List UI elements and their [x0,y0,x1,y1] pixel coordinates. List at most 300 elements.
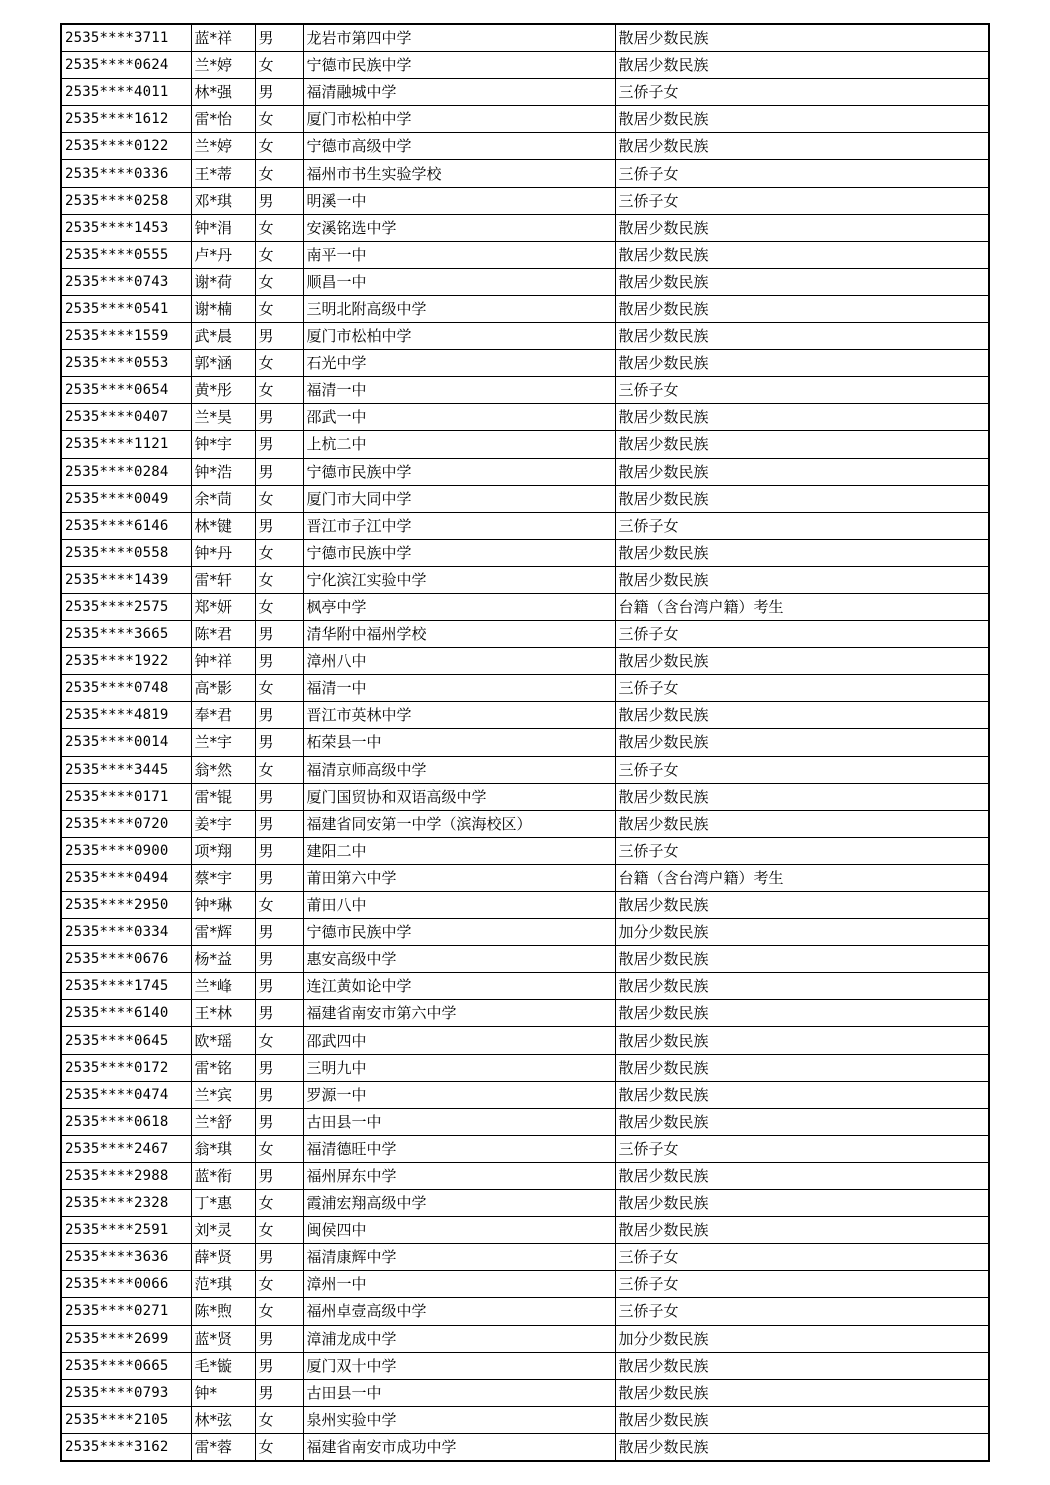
category-cell: 三侨子女 [615,187,989,214]
gender-cell: 女 [255,1271,303,1298]
candidate-id-cell: 2535****3636 [61,1244,191,1271]
student-name-cell: 兰*峰 [191,973,255,1000]
student-name-cell: 郑*妍 [191,593,255,620]
gender-cell: 女 [255,539,303,566]
school-cell: 南平一中 [303,241,615,268]
student-name-cell: 蓝*贤 [191,1325,255,1352]
category-cell: 散居少数民族 [615,1190,989,1217]
school-cell: 顺昌一中 [303,268,615,295]
table-row [61,1244,989,1271]
table-row [61,837,989,864]
student-name-cell: 兰*婷 [191,52,255,79]
table-row [61,864,989,891]
school-cell: 邵武四中 [303,1027,615,1054]
student-name-cell: 翁*然 [191,756,255,783]
gender-cell: 男 [255,458,303,485]
gender-cell: 女 [255,1027,303,1054]
category-cell: 散居少数民族 [615,729,989,756]
category-cell: 散居少数民族 [615,323,989,350]
candidate-id-cell: 2535****1121 [61,431,191,458]
student-name-cell: 钟*浩 [191,458,255,485]
student-name-cell: 陈*煦 [191,1298,255,1325]
school-cell: 福清融城中学 [303,79,615,106]
category-cell: 散居少数民族 [615,485,989,512]
school-cell: 福州市书生实验学校 [303,160,615,187]
candidate-id-cell: 2535****0284 [61,458,191,485]
student-name-cell: 姜*宇 [191,810,255,837]
school-cell: 厦门国贸协和双语高级中学 [303,783,615,810]
candidate-id-cell: 2535****3665 [61,621,191,648]
student-name-cell: 欧*瑶 [191,1027,255,1054]
gender-cell: 女 [255,106,303,133]
table-row [61,783,989,810]
gender-cell: 女 [255,1190,303,1217]
category-cell: 散居少数民族 [615,214,989,241]
table-row [61,675,989,702]
candidate-id-cell: 2535****0676 [61,946,191,973]
student-name-cell: 雷*蓉 [191,1433,255,1461]
table-row [61,1406,989,1433]
table-row [61,52,989,79]
student-name-cell: 范*琪 [191,1271,255,1298]
gender-cell: 女 [255,241,303,268]
category-cell: 散居少数民族 [615,648,989,675]
candidate-id-cell: 2535****0494 [61,864,191,891]
candidate-id-cell: 2535****3445 [61,756,191,783]
candidate-id-cell: 2535****0336 [61,160,191,187]
gender-cell: 女 [255,485,303,512]
candidate-id-cell: 2535****0474 [61,1081,191,1108]
gender-cell: 男 [255,702,303,729]
category-cell: 散居少数民族 [615,1162,989,1189]
candidate-id-cell: 2535****6140 [61,1000,191,1027]
gender-cell: 男 [255,621,303,648]
category-cell: 三侨子女 [615,837,989,864]
school-cell: 宁德市高级中学 [303,133,615,160]
gender-cell: 女 [255,1298,303,1325]
student-name-cell: 郭*涵 [191,350,255,377]
candidate-id-cell: 2535****0793 [61,1379,191,1406]
school-cell: 莆田第六中学 [303,864,615,891]
candidate-id-cell: 2535****0900 [61,837,191,864]
student-name-cell: 薛*贤 [191,1244,255,1271]
school-cell: 福清德旺中学 [303,1135,615,1162]
school-cell: 晋江市子江中学 [303,512,615,539]
table-row [61,431,989,458]
category-cell: 散居少数民族 [615,566,989,593]
category-cell: 加分少数民族 [615,919,989,946]
candidate-id-cell: 2535****0049 [61,485,191,512]
gender-cell: 男 [255,919,303,946]
gender-cell: 男 [255,837,303,864]
category-cell: 散居少数民族 [615,1379,989,1406]
table-row [61,1352,989,1379]
school-cell: 宁德市民族中学 [303,458,615,485]
student-name-cell: 雷*轩 [191,566,255,593]
category-cell: 散居少数民族 [615,946,989,973]
student-name-cell: 兰*宇 [191,729,255,756]
student-name-cell: 林*键 [191,512,255,539]
school-cell: 厦门双十中学 [303,1352,615,1379]
candidate-id-cell: 2535****6146 [61,512,191,539]
gender-cell: 女 [255,268,303,295]
gender-cell: 男 [255,404,303,431]
category-cell: 散居少数民族 [615,810,989,837]
category-cell: 散居少数民族 [615,1000,989,1027]
candidate-id-cell: 2535****1559 [61,323,191,350]
student-name-cell: 钟* [191,1379,255,1406]
gender-cell: 男 [255,512,303,539]
table-row [61,1135,989,1162]
student-name-cell: 翁*琪 [191,1135,255,1162]
category-cell: 三侨子女 [615,1244,989,1271]
student-name-cell: 王*蒂 [191,160,255,187]
gender-cell: 男 [255,323,303,350]
table-row [61,187,989,214]
candidate-id-cell: 2535****0334 [61,919,191,946]
school-cell: 宁德市民族中学 [303,52,615,79]
candidate-id-cell: 2535****0066 [61,1271,191,1298]
gender-cell: 女 [255,566,303,593]
school-cell: 宁德市民族中学 [303,919,615,946]
table-row [61,1271,989,1298]
gender-cell: 女 [255,675,303,702]
school-cell: 连江黄如论中学 [303,973,615,1000]
gender-cell: 女 [255,160,303,187]
school-cell: 枫亭中学 [303,593,615,620]
category-cell: 三侨子女 [615,377,989,404]
candidate-id-cell: 2535****2328 [61,1190,191,1217]
category-cell: 散居少数民族 [615,24,989,52]
category-cell: 散居少数民族 [615,892,989,919]
gender-cell: 男 [255,1081,303,1108]
school-cell: 罗源一中 [303,1081,615,1108]
gender-cell: 女 [255,214,303,241]
table-row [61,1325,989,1352]
candidate-id-cell: 2535****1612 [61,106,191,133]
table-row [61,160,989,187]
table-row [61,268,989,295]
table-row [61,350,989,377]
category-cell: 散居少数民族 [615,241,989,268]
gender-cell: 女 [255,1406,303,1433]
candidate-id-cell: 2535****0558 [61,539,191,566]
candidate-id-cell: 2535****4011 [61,79,191,106]
gender-cell: 男 [255,187,303,214]
school-cell: 宁化滨江实验中学 [303,566,615,593]
school-cell: 清华附中福州学校 [303,621,615,648]
student-name-cell: 谢*楠 [191,295,255,322]
gender-cell: 女 [255,1217,303,1244]
candidate-id-cell: 2535****0271 [61,1298,191,1325]
category-cell: 三侨子女 [615,756,989,783]
school-cell: 安溪铭选中学 [303,214,615,241]
category-cell: 散居少数民族 [615,702,989,729]
table-row [61,1054,989,1081]
gender-cell: 女 [255,1433,303,1461]
category-cell: 三侨子女 [615,1298,989,1325]
candidate-id-cell: 2535****0654 [61,377,191,404]
candidate-id-cell: 2535****0743 [61,268,191,295]
category-cell: 散居少数民族 [615,52,989,79]
student-name-cell: 雷*辉 [191,919,255,946]
candidate-id-cell: 2535****0172 [61,1054,191,1081]
category-cell: 散居少数民族 [615,268,989,295]
school-cell: 晋江市英林中学 [303,702,615,729]
student-name-cell: 兰*婷 [191,133,255,160]
category-cell: 散居少数民族 [615,458,989,485]
school-cell: 厦门市松柏中学 [303,323,615,350]
candidate-id-cell: 2535****2988 [61,1162,191,1189]
school-cell: 福清一中 [303,377,615,404]
candidate-id-cell: 2535****0171 [61,783,191,810]
school-cell: 古田县一中 [303,1379,615,1406]
table-row [61,241,989,268]
table-row [61,1433,989,1461]
school-cell: 厦门市大同中学 [303,485,615,512]
student-name-cell: 钟*祥 [191,648,255,675]
school-cell: 漳州八中 [303,648,615,675]
student-name-cell: 邓*琪 [191,187,255,214]
category-cell: 三侨子女 [615,512,989,539]
student-name-cell: 黄*彤 [191,377,255,404]
school-cell: 建阳二中 [303,837,615,864]
candidate-id-cell: 2535****0122 [61,133,191,160]
gender-cell: 男 [255,1054,303,1081]
student-name-cell: 兰*宾 [191,1081,255,1108]
gender-cell: 男 [255,973,303,1000]
gender-cell: 男 [255,648,303,675]
school-cell: 邵武一中 [303,404,615,431]
candidate-id-cell: 2535****3711 [61,24,191,52]
student-name-cell: 武*晨 [191,323,255,350]
student-name-cell: 钟*宇 [191,431,255,458]
candidate-id-cell: 2535****2105 [61,1406,191,1433]
table-row [61,1298,989,1325]
gender-cell: 男 [255,1244,303,1271]
candidate-id-cell: 2535****0618 [61,1108,191,1135]
school-cell: 福清一中 [303,675,615,702]
category-cell: 散居少数民族 [615,1081,989,1108]
student-name-cell: 兰*昊 [191,404,255,431]
school-cell: 柘荣县一中 [303,729,615,756]
school-cell: 石光中学 [303,350,615,377]
school-cell: 福清京师高级中学 [303,756,615,783]
student-name-cell: 陈*君 [191,621,255,648]
school-cell: 福州屏东中学 [303,1162,615,1189]
category-cell: 三侨子女 [615,160,989,187]
student-name-cell: 钟*琳 [191,892,255,919]
student-name-cell: 蓝*衔 [191,1162,255,1189]
category-cell: 三侨子女 [615,1271,989,1298]
school-cell: 泉州实验中学 [303,1406,615,1433]
gender-cell: 男 [255,1108,303,1135]
roster-body [61,24,989,1461]
category-cell: 加分少数民族 [615,1325,989,1352]
gender-cell: 男 [255,24,303,52]
table-row [61,1081,989,1108]
category-cell: 散居少数民族 [615,295,989,322]
table-row [61,458,989,485]
student-name-cell: 林*弦 [191,1406,255,1433]
category-cell: 散居少数民族 [615,1108,989,1135]
table-row [61,756,989,783]
school-cell: 福建省同安第一中学（滨海校区） [303,810,615,837]
candidate-id-cell: 2535****0407 [61,404,191,431]
gender-cell: 男 [255,864,303,891]
student-name-cell: 项*翔 [191,837,255,864]
table-row [61,919,989,946]
gender-cell: 女 [255,892,303,919]
table-row [61,1190,989,1217]
student-name-cell: 奉*君 [191,702,255,729]
category-cell: 散居少数民族 [615,1027,989,1054]
school-cell: 福建省南安市成功中学 [303,1433,615,1461]
school-cell: 漳浦龙成中学 [303,1325,615,1352]
student-name-cell: 钟*丹 [191,539,255,566]
student-name-cell: 余*茼 [191,485,255,512]
table-row [61,973,989,1000]
student-roster-table [60,23,990,1462]
table-row [61,133,989,160]
gender-cell: 男 [255,1325,303,1352]
candidate-id-cell: 2535****0541 [61,295,191,322]
school-cell: 闽侯四中 [303,1217,615,1244]
category-cell: 散居少数民族 [615,1352,989,1379]
gender-cell: 男 [255,729,303,756]
candidate-id-cell: 2535****1922 [61,648,191,675]
gender-cell: 男 [255,431,303,458]
table-row [61,1162,989,1189]
student-name-cell: 雷*锟 [191,783,255,810]
student-name-cell: 雷*铭 [191,1054,255,1081]
category-cell: 散居少数民族 [615,783,989,810]
school-cell: 福清康辉中学 [303,1244,615,1271]
student-name-cell: 兰*舒 [191,1108,255,1135]
student-name-cell: 雷*怡 [191,106,255,133]
category-cell: 三侨子女 [615,621,989,648]
student-name-cell: 高*影 [191,675,255,702]
student-name-cell: 丁*惠 [191,1190,255,1217]
gender-cell: 男 [255,1000,303,1027]
school-cell: 明溪一中 [303,187,615,214]
table-row [61,1217,989,1244]
gender-cell: 男 [255,79,303,106]
school-cell: 福建省南安市第六中学 [303,1000,615,1027]
gender-cell: 男 [255,1162,303,1189]
category-cell: 散居少数民族 [615,1406,989,1433]
gender-cell: 女 [255,52,303,79]
category-cell: 散居少数民族 [615,350,989,377]
candidate-id-cell: 2535****0553 [61,350,191,377]
table-row [61,404,989,431]
student-name-cell: 蔡*宇 [191,864,255,891]
school-cell: 上杭二中 [303,431,615,458]
candidate-id-cell: 2535****3162 [61,1433,191,1461]
school-cell: 福州卓壹高级中学 [303,1298,615,1325]
school-cell: 古田县一中 [303,1108,615,1135]
school-cell: 厦门市松柏中学 [303,106,615,133]
candidate-id-cell: 2535****1439 [61,566,191,593]
category-cell: 散居少数民族 [615,106,989,133]
gender-cell: 女 [255,350,303,377]
candidate-id-cell: 2535****0720 [61,810,191,837]
school-cell: 三明九中 [303,1054,615,1081]
school-cell: 漳州一中 [303,1271,615,1298]
gender-cell: 女 [255,295,303,322]
student-name-cell: 谢*荷 [191,268,255,295]
table-row [61,79,989,106]
table-row [61,295,989,322]
table-row [61,946,989,973]
school-cell: 惠安高级中学 [303,946,615,973]
table-row [61,566,989,593]
category-cell: 三侨子女 [615,1135,989,1162]
table-row [61,377,989,404]
gender-cell: 男 [255,783,303,810]
table-row [61,539,989,566]
table-row [61,702,989,729]
table-row [61,323,989,350]
student-name-cell: 钟*涓 [191,214,255,241]
table-row [61,648,989,675]
table-row [61,214,989,241]
gender-cell: 女 [255,593,303,620]
gender-cell: 女 [255,377,303,404]
gender-cell: 女 [255,756,303,783]
candidate-id-cell: 2535****0645 [61,1027,191,1054]
student-name-cell: 刘*灵 [191,1217,255,1244]
candidate-id-cell: 2535****2575 [61,593,191,620]
gender-cell: 男 [255,1352,303,1379]
student-name-cell: 王*林 [191,1000,255,1027]
school-cell: 莆田八中 [303,892,615,919]
candidate-id-cell: 2535****0014 [61,729,191,756]
category-cell: 台籍（含台湾户籍）考生 [615,864,989,891]
table-row [61,593,989,620]
student-name-cell: 卢*丹 [191,241,255,268]
candidate-id-cell: 2535****2591 [61,1217,191,1244]
student-name-cell: 毛*镟 [191,1352,255,1379]
candidate-id-cell: 2535****2467 [61,1135,191,1162]
gender-cell: 男 [255,1379,303,1406]
candidate-id-cell: 2535****4819 [61,702,191,729]
category-cell: 三侨子女 [615,79,989,106]
gender-cell: 男 [255,946,303,973]
category-cell: 散居少数民族 [615,1433,989,1461]
category-cell: 散居少数民族 [615,133,989,160]
gender-cell: 男 [255,810,303,837]
table-row [61,485,989,512]
student-name-cell: 杨*益 [191,946,255,973]
category-cell: 台籍（含台湾户籍）考生 [615,593,989,620]
candidate-id-cell: 2535****0555 [61,241,191,268]
table-row [61,1108,989,1135]
table-row [61,892,989,919]
school-cell: 三明北附高级中学 [303,295,615,322]
student-name-cell: 林*强 [191,79,255,106]
gender-cell: 女 [255,133,303,160]
category-cell: 散居少数民族 [615,539,989,566]
table-row [61,810,989,837]
table-row [61,106,989,133]
category-cell: 散居少数民族 [615,431,989,458]
table-row [61,512,989,539]
candidate-id-cell: 2535****0624 [61,52,191,79]
school-cell: 霞浦宏翔高级中学 [303,1190,615,1217]
candidate-id-cell: 2535****0665 [61,1352,191,1379]
school-cell: 宁德市民族中学 [303,539,615,566]
